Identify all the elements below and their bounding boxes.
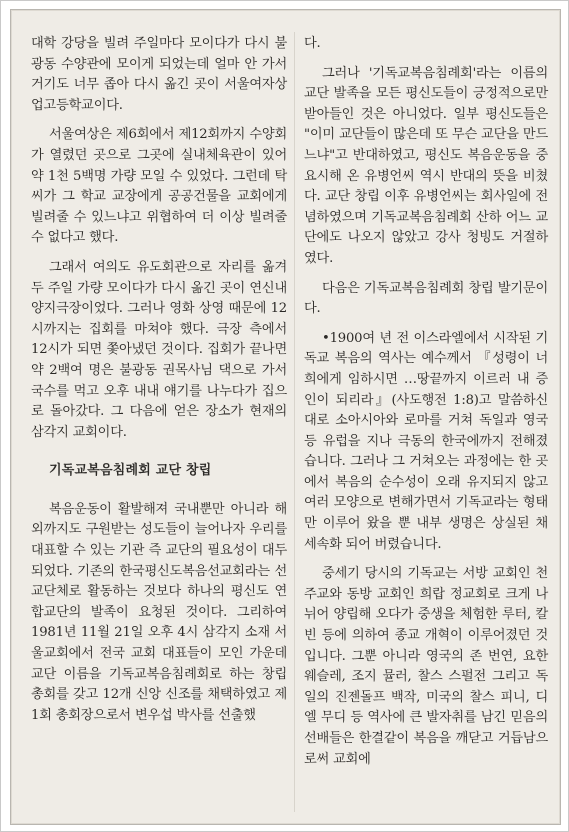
paragraph: •1900여 년 전 이스라엘에서 시작된 기독교 복음의 역사는 예수께서 『성령이 너희에게 임하시면 …땅끝까지 이르러 내 증인이 되리라』(사도행전 1:8)고 말씀하신 대로 소아시아와 로마를 거쳐 독일과 영국 등 유럽을 지나 극동의 한국에까지 전해졌습니다. 그러나 그 거쳐오는 과정에는 한 곳에서 복음의 순수성이 오래 유지되지 않고 여러 모양으로 변해가면서 기독교라는 형태만 이루어 왔을 뿐 내부 생명은 상실된 채 세속화 되어 버렸습니다. — [304, 330, 548, 552]
paragraph: 대학 강당을 빌려 주일마다 모이다가 다시 불광동 수양관에 모이게 되었는데 얼마 안 가서 거기도 너무 좁아 다시 옮긴 곳이 서울여자상업고등학교이다. — [31, 36, 287, 113]
paragraph: 다음은 기독교복음침례회 창립 발기문이다. — [304, 280, 548, 317]
paragraph: 다. — [304, 36, 321, 51]
paragraph: 복음운동이 활발해져 국내뿐만 아니라 해외까지도 구원받는 성도들이 늘어나자 우리를 대표할 수 있는 기관 즉 교단의 필요성이 대두되었다. 기존의 한국평신도복음선교회라는 선교단체로 활동하는 것보다 하나의 평신도 연합교단의 발족이 요청된 것이다. 그리하여 1981년 11월 21일 오후 4시 삼각지 소재 서울교회에서 전국 교회 대표들이 모인 가운데 교단 이름을 기독교복음침례회로 하는 창립 총회를 갖고 12개 신앙 신조를 채택하였고 제1회 총회장으로서 변우섭 박사를 선출했 — [31, 501, 287, 723]
left-column — [31, 34, 287, 726]
paragraph: 그래서 여의도 유도회관으로 자리를 옮겨 두 주일 가량 모이다가 다시 옮긴 곳이 연신내 양지극장이었다. 그러나 영화 상영 때문에 12시까지는 집회를 마쳐야 했다. 극장 측에서 12시가 되면 쫓아냈던 것이다. 집회가 끝나면 약 2백여 명은 불광동 권목사님 댁으로 가서 국수를 먹고 오후 내내 얘기를 나누다가 집으로 돌아갔다. 그 다음에 얻은 장소가 현재의 삼각지 교회이다. — [31, 259, 287, 440]
section-heading: 기독교복음침례회 교단 창립 — [49, 463, 212, 479]
scanned-page — [10, 9, 561, 825]
right-column — [304, 34, 548, 770]
column-divider — [294, 32, 295, 812]
paragraph: 서울여상은 제6회에서 제12회까지 수양회가 열렸던 곳으로 그곳에 실내체육관이 있어 약 1천 5백명 가량 모일 수 있었다. 그런데 탁씨가 그 학교 교장에게 공공건물을 교회에게 빌려줄 수 있느냐고 위협하여 더 이상 빌려줄 수 없다고 했다. — [31, 127, 287, 246]
paragraph: 중세기 당시의 기독교는 서방 교회인 천주교와 동방 교회인 희랍 정교회로 크게 나뉘어 양립해 오다가 중생을 체험한 루터, 칼빈 등에 의하여 종교 개혁이 이루어졌던 것입니다. 그뿐 아니라 영국의 존 번연, 요한 웨슬레, 조지 뮬러, 찰스 스펄전 그리고 독일의 진젠돌프 백작, 미국의 찰스 피니, 디엘 무디 등 역사에 큰 발자취를 남긴 믿음의 선배들은 한결같이 복음을 깨닫고 거듭남으로써 교회에 — [304, 566, 548, 767]
paragraph: 그러나 '기독교복음침례회'라는 이름의 교단 발족을 모든 평신도들이 긍정적으로만 받아들인 것은 아니었다. 일부 평신도들은 "이미 교단들이 많은데 또 무슨 교단을 만드느냐"고 반대하였고, 평신도 복음운동을 중요시해 온 유병언씨 역시 반대의 뜻을 비쳤다. 교단 창립 이후 유병언씨는 회사일에 전념하였으며 기독교복음침례회 산하 어느 교단에도 나오지 않았고 강사 청빙도 거절하였다. — [304, 65, 548, 266]
